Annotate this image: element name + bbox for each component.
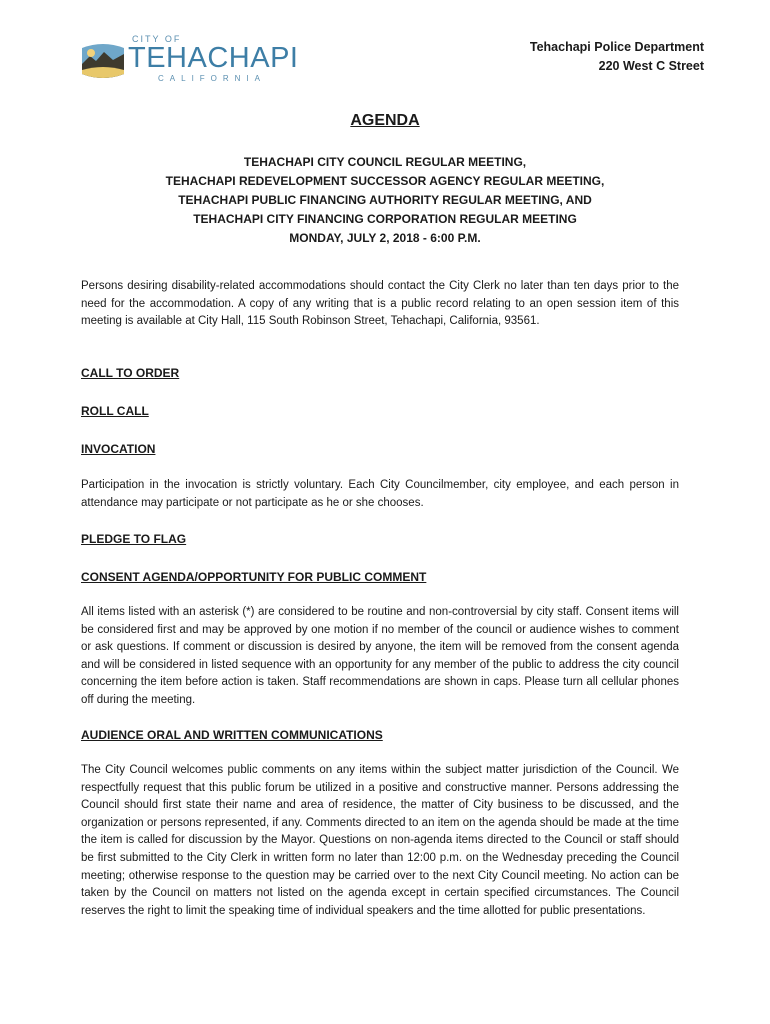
logo-city-text: CITY OF bbox=[132, 34, 182, 44]
mountain-logo-icon bbox=[80, 42, 126, 80]
roll-call-heading: ROLL CALL bbox=[81, 404, 149, 418]
address-line-2: 220 West C Street bbox=[598, 59, 704, 73]
meeting-title-block bbox=[0, 153, 770, 248]
meeting-line: TEHACHAPI CITY FINANCING CORPORATION REGULAR MEETING bbox=[193, 212, 577, 226]
logo-state-text: CALIFORNIA bbox=[158, 74, 267, 83]
pledge-heading: PLEDGE TO FLAG bbox=[81, 532, 187, 546]
department-address bbox=[530, 38, 704, 76]
city-logo bbox=[80, 34, 299, 84]
accommodation-paragraph: Persons desiring disability-related accommodations should contact the City Clerk no later than ten days prior to the need for the accommodation. A copy of any writing that is a public record relating to an open session item of this meeting is available at City Hall, 115 South Robinson Street, Tehachapi, California, 93561. bbox=[81, 280, 679, 328]
meeting-line: TEHACHAPI CITY COUNCIL REGULAR MEETING, bbox=[243, 155, 527, 169]
consent-agenda-heading: CONSENT AGENDA/OPPORTUNITY FOR PUBLIC COMMENT bbox=[81, 570, 427, 584]
consent-agenda-paragraph: All items listed with an asterisk (*) are considered to be routine and non-controversial by city staff. Consent items will be considered first and may be approved by one motion if no member of the council or audience wishes to comment or ask questions. If comment or discussion is desired by anyone, the item will be removed from the consent agenda and will be considered in listed sequence with an opportunity for any member of the public to address the city council concerning the item before action is taken. Staff recommendations are shown in caps. Please turn all cellular phones off during the meeting. bbox=[81, 606, 679, 706]
meeting-line: TEHACHAPI REDEVELOPMENT SUCCESSOR AGENCY REGULAR MEETING, bbox=[165, 174, 605, 188]
meeting-line: TEHACHAPI PUBLIC FINANCING AUTHORITY REGULAR MEETING, AND bbox=[178, 193, 592, 207]
logo-name-text: TEHACHAPI bbox=[128, 42, 299, 74]
audience-communications-heading: AUDIENCE ORAL AND WRITTEN COMMUNICATIONS bbox=[81, 728, 383, 742]
page-title: AGENDA bbox=[350, 112, 420, 129]
meeting-date: MONDAY, JULY 2, 2018 - 6:00 P.M. bbox=[289, 231, 481, 245]
invocation-paragraph: Participation in the invocation is strictly voluntary. Each City Councilmember, city employee, and each person in attendance may participate or not participate as he or she chooses. bbox=[81, 479, 679, 509]
invocation-heading: INVOCATION bbox=[81, 442, 156, 456]
audience-communications-paragraph: The City Council welcomes public comments on any items within the subject matter jurisdiction of the Council. We respectfully request that this public forum be utilized in a positive and constructive manner. Persons addressing the Council should first state their name and area of residence, the matter of City business to be discussed, and the organization or persons represented, if any. Comments directed to an item on the agenda should be made at the time the item is called for discussion by the Mayor. Questions on non-agenda items directed to the Council or staff should be first submitted to the City Clerk in written form no later than 12:00 p.m. on the Wednesday preceding the Council meeting; otherwise response to the question may be carried over to the next City Council meeting. No action can be taken by the Council on matters not listed on the agenda except in certain specified circumstances. The Council reserves the right to limit the speaking time of individual speakers and the time allotted for public presentations. bbox=[81, 764, 679, 917]
call-to-order-heading: CALL TO ORDER bbox=[81, 366, 180, 380]
address-line-1: Tehachapi Police Department bbox=[529, 40, 704, 54]
